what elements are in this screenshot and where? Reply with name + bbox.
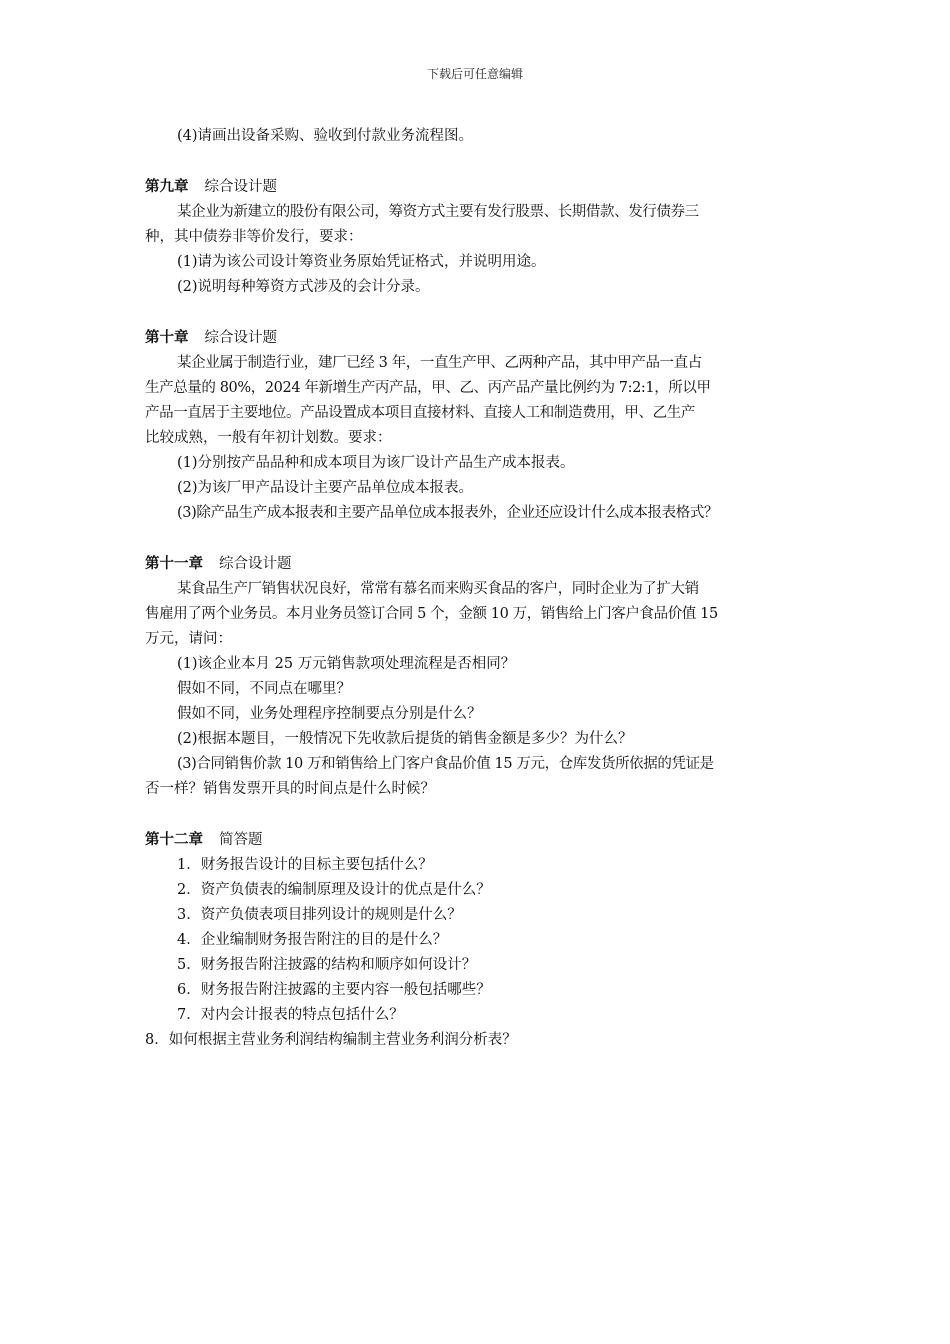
chapter-10-title: 第十章: [145, 329, 189, 346]
chapter-10-heading: [145, 325, 825, 351]
chapter-10-item: (1)分别按产品品种和成本项目为该厂设计产品生产成本报表。: [177, 455, 575, 471]
chapter-12-question-last: 8．如何根据主营业务利润结构编制主营业务利润分析表？: [145, 1032, 517, 1048]
chapter-9-item: (1)请为该公司设计筹资业务原始凭证格式，并说明用途。: [177, 254, 546, 270]
document-body: [145, 124, 825, 1053]
chapter-11-paragraph-line: 万元，请问：: [145, 631, 232, 647]
chapter-10-item: (3)除产品生产成本报表和主要产品单位成本报表外，企业还应设计什么成本报表格式？: [177, 505, 719, 521]
chapter-11-paragraph-line: 某食品生产厂销售状况良好，常常有慕名而来购买食品的客户，同时企业为了扩大销: [177, 581, 699, 597]
chapter-9-item: (2)说明每种筹资方式涉及的会计分录。: [177, 279, 430, 295]
chapter-11-item: 假如不同，业务处理程序控制要点分别是什么？: [177, 706, 482, 722]
chapter-12-question: 7．对内会计报表的特点包括什么？: [177, 1007, 404, 1023]
chapter-9-subtitle: 综合设计题: [204, 179, 277, 195]
chapter-12-question: 6．财务报告附注披露的主要内容一般包括哪些？: [177, 982, 491, 998]
chapter-10-subtitle: 综合设计题: [204, 330, 277, 346]
chapter-12-question: 4．企业编制财务报告附注的目的是什么？: [177, 932, 448, 948]
chapter-9-title: 第九章: [145, 178, 189, 195]
chapter-10-paragraph-line: 生产总量的 80%，2024 年新增生产丙产品，甲、乙、丙产品产量比例约为 7:2:1，所以甲: [145, 380, 711, 396]
chapter-12-subtitle: 简答题: [219, 832, 263, 848]
chapter-12-question: 1．财务报告设计的目标主要包括什么？: [177, 857, 433, 873]
chapter-10-paragraph-line: 比较成熟，一般有年初计划数。要求：: [145, 430, 392, 446]
chapter-11-item: 假如不同，不同点在哪里？: [177, 681, 351, 697]
chapter-11-item: (1)该企业本月 25 万元销售款项处理流程是否相同？: [177, 656, 516, 672]
chapter-9-paragraph-line: 某企业为新建立的股份有限公司，筹资方式主要有发行股票、长期借款、发行债券三: [177, 204, 699, 220]
chapter-12-heading: [145, 827, 825, 853]
chapter-9-paragraph-line: 种，其中债券非等价发行，要求：: [145, 229, 363, 245]
chapter-12-question: 2．资产负债表的编制原理及设计的优点是什么？: [177, 882, 491, 898]
chapter-11-subtitle: 综合设计题: [219, 556, 292, 572]
chapter-12-question: 5．财务报告附注披露的结构和顺序如何设计？: [177, 957, 477, 973]
chapter-12-title: 第十二章: [145, 831, 203, 848]
chapter-12-question: 3．资产负债表项目排列设计的规则是什么？: [177, 907, 462, 923]
chapter-11-item: (2)根据本题目，一般情况下先收款后提货的销售金额是多少？为什么？: [177, 731, 633, 747]
chapter-9-heading: [145, 174, 825, 200]
chapter-10-paragraph-line: 某企业属于制造行业，建厂已经 3 年，一直生产甲、乙两种产品，其中甲产品一直占: [177, 355, 702, 371]
page-header: 下载后可任意编辑: [426, 67, 523, 81]
chapter-11-title: 第十一章: [145, 555, 203, 572]
chapter-11-paragraph-line: 售雇用了两个业务员。本月业务员签订合同 5 个，金额 10 万，销售给上门客户食品价值 15: [145, 606, 718, 622]
intro-item: (4)请画出设备采购、验收到付款业务流程图。: [177, 128, 474, 144]
chapter-10-item: (2)为该厂甲产品设计主要产品单位成本报表。: [177, 480, 474, 496]
chapter-11-heading: [145, 551, 825, 577]
chapter-11-item-continuation: 否一样？销售发票开具的时间点是什么时候？: [145, 781, 435, 797]
chapter-11-item: (3)合同销售价款 10 万和销售给上门客户食品价值 15 万元，仓库发货所依据的凭证是: [177, 756, 714, 772]
chapter-10-paragraph-line: 产品一直居于主要地位。产品设置成本项目直接材料、直接人工和制造费用，甲、乙生产: [145, 405, 695, 421]
